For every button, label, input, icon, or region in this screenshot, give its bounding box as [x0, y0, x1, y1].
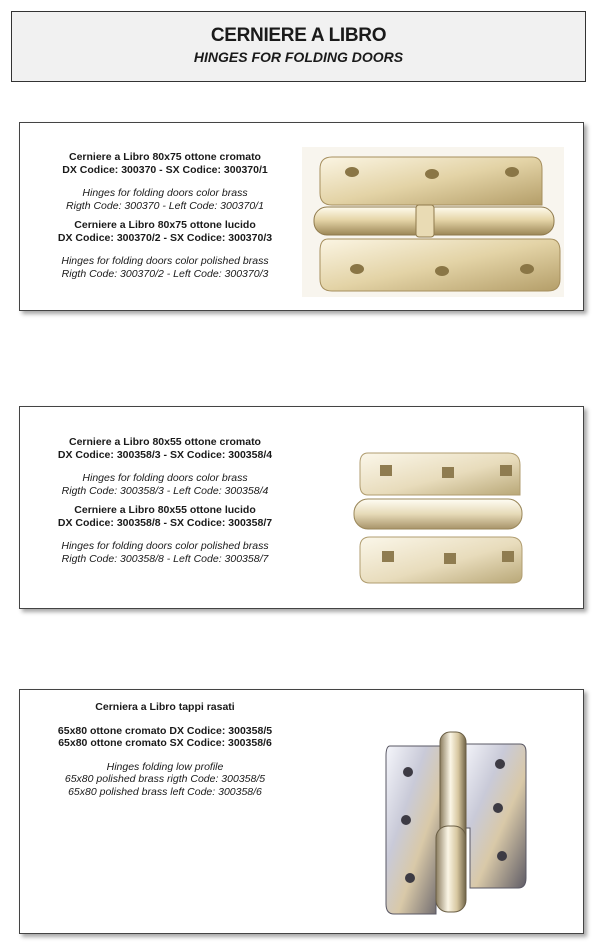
- product-name-en: Hinges folding low profile: [106, 760, 224, 773]
- product-card-1: [19, 122, 584, 311]
- page-title: CERNIERE A LIBRO: [210, 25, 387, 46]
- product-name-en: Hinges for folding doors color brass: [82, 472, 248, 484]
- product-codes-it: DX Codice: 300358/8 - SX Codice: 300358/7: [57, 516, 273, 529]
- hinge-low-profile-image: [380, 728, 530, 926]
- hinge-80x55-image: [340, 447, 530, 587]
- product-codes-it: DX Codice: 300358/3 - SX Codice: 300358/4: [57, 448, 273, 461]
- product-description: [20, 436, 310, 565]
- product-card-2: [19, 406, 584, 609]
- product-card-3: [19, 689, 584, 934]
- product-description: [20, 151, 310, 280]
- product-codes-it: DX Codice: 300370/2 - SX Codice: 300370/3: [57, 231, 273, 244]
- product-codes-en: Rigth Code: 300358/8 - Left Code: 300358/7: [61, 552, 269, 565]
- product-codes-it: 65x80 ottone cromato SX Codice: 300358/6: [58, 737, 272, 749]
- product-codes-en: Rigth Code: 300370/2 - Left Code: 300370/3: [61, 267, 269, 280]
- product-codes-en: 65x80 polished brass rigth Code: 300358/5: [64, 773, 266, 785]
- page-subtitle: HINGES FOR FOLDING DOORS: [193, 49, 404, 65]
- hinge-80x75-image: [302, 147, 564, 297]
- product-name-it: Cerniera a Libro tappi rasati: [95, 701, 235, 713]
- product-name-en: Hinges for folding doors color brass: [82, 187, 248, 199]
- product-codes-it: DX Codice: 300370 - SX Codice: 300370/1: [62, 163, 268, 176]
- product-name-en: Hinges for folding doors color polished brass: [61, 540, 269, 552]
- product-codes-en: 65x80 polished brass left Code: 300358/6: [68, 785, 262, 798]
- product-name-it: Cerniere a Libro 80x75 ottone lucido: [74, 219, 256, 231]
- product-codes-en: Rigth Code: 300370 - Left Code: 300370/1: [66, 199, 264, 212]
- page-header: [11, 11, 586, 82]
- product-codes-it: 65x80 ottone cromato DX Codice: 300358/5: [57, 724, 273, 737]
- product-name-en: Hinges for folding doors color polished brass: [61, 255, 269, 267]
- product-name-it: Cerniere a Libro 80x55 ottone cromato: [69, 436, 261, 448]
- product-codes-en: Rigth Code: 300358/3 - Left Code: 300358/4: [61, 484, 269, 497]
- product-description: [20, 701, 310, 798]
- product-name-it: Cerniere a Libro 80x55 ottone lucido: [74, 504, 256, 516]
- product-name-it: Cerniere a Libro 80x75 ottone cromato: [69, 151, 261, 163]
